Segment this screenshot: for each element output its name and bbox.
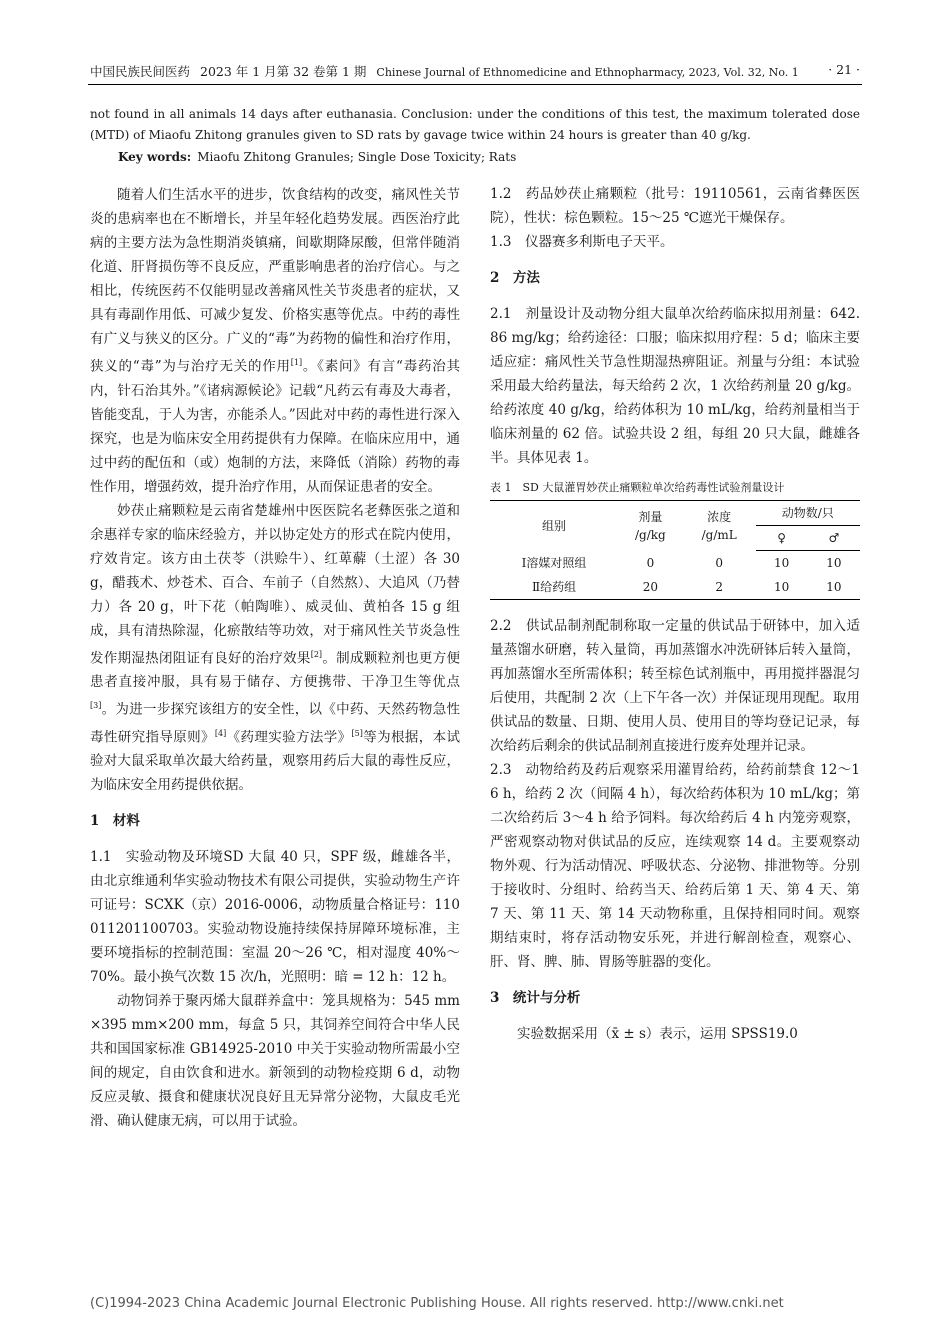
section-3-title: 3 统计与分析 (490, 990, 581, 1006)
section-1-title: 1 材料 (90, 813, 140, 829)
section-1-2: 1.2 药品妙茯止痛颗粒（批号：19110561，云南省彝医医院），性状：棕色颗粒。15～25 ℃遮光干燥保存。 (490, 186, 860, 226)
section-2-title: 2 方法 (490, 270, 540, 286)
citation-2[interactable]: [2] (310, 649, 323, 659)
keywords-text: Miaofu Zhitong Granules; Single Dose Toxicity; Rats (197, 150, 517, 164)
section-2-1-label: 2.1 剂量设计及动物分组大鼠单次给药 (490, 306, 734, 322)
col-header-male: ♂ (808, 526, 860, 551)
keywords (118, 148, 858, 166)
col-header-conc: 浓度 /g/mL (683, 501, 756, 551)
section-2-3-label: 2.3 动物给药及药后观察 (490, 762, 650, 778)
header-rule (88, 84, 862, 85)
col-header-dose: 剂量 /g/kg (618, 501, 683, 551)
intro-paragraph-1: 随着人们生活水平的进步，饮食结构的改变，痛风性关节炎的患病率也在不断增长，并呈年轻化趋势发展。西医治疗此病的主要方法为急性期消炎镇痛，间歇期降尿酸，但常伴随消化道、肝肾损伤等不良反应，严重影响患者的治疗信心。与之相比，传统医药不仅能明显改善痛风性关节炎患者的症状，又具有毒副作用低、可减少复发、价格实惠等优点。中药的毒性有广义与狭义的区分。广义的“毒”为药物的偏性和治疗作用，狭义的“毒”为与治疗无关的作用[1]。《素问》有言“毒药治其内，针石治其外。”《诸病源候论》记载“凡药云有毒及大毒者，皆能变乱，于人为害，亦能杀人。”因此对中药的毒性进行深入探究，也是为临床安全用药提供有力保障。在临床应用中，通过中药的配伍和（或）炮制的方法，来降低（消除）药物的毒性作用，增强药效，提升治疗作用，从而保证患者的安全。 (90, 187, 460, 495)
section-1-1-label: 1.1 实验动物及环境 (90, 849, 224, 865)
section-1-2-label: 1.2 药品 (490, 186, 554, 202)
section-2-2-label: 2.2 供试品制剂配制 (490, 618, 624, 634)
issue-info-cn: 2023 年 1 月第 32 卷第 1 期 (200, 64, 367, 79)
section-2-1: 2.1 剂量设计及动物分组大鼠单次给药临床拟用剂量：642.86 mg/kg；给药途径：口服；临床拟用疗程：5 d；临床主要适应症：痛风性关节急性期湿热痹阻证。剂量与分组：本试验采用最大给药量法，每天给药 2 次，1 次给药剂量 20 g/kg。给药浓度 40 g/kg，给药体积为 10 mL/kg，给药剂量相当于临床剂量的 62 倍。试验共设 2 组，每组 20 只大鼠，雌雄各半。具体见表 1。 (490, 306, 860, 466)
table-1-caption: 表 1 SD 大鼠灌胃妙茯止痛颗粒单次给药毒性试验剂量设计 (490, 481, 785, 494)
journal-name-en: Chinese Journal of Ethnomedicine and Ethnopharmacy, 2023, Vol. 32, No. 1 (376, 66, 799, 79)
citation-5[interactable]: [5] (351, 728, 363, 738)
col-header-group: 组别 (490, 501, 618, 551)
section-1-1-paragraph-2: 动物饲养于聚丙烯大鼠群养盒中：笼具规格为：545 mm×395 mm×200 mm，每盒 5 只，其饲养空间符合中华人民共和国国家标准 GB14925-2010 中关于实验动物所需最小空间的规定，自由饮食和进水。新领到的动物检疫期 6 d，动物反应灵敏、摄食和健康状况良好且无异常分泌物，大鼠皮毛光滑、确认健康无病，可以用于试验。 (90, 993, 460, 1129)
section-2-3: 2.3 动物给药及药后观察采用灌胃给药，给药前禁食 12～16 h，给药 2 次（间隔 4 h），每次给药体积为 10 mL/kg；第二次给药后 3～4 h 给予饲料。每次给药后 4 h 内笼旁观察，严密观察动物对供试品的反应，连续观察 14 d。主要观察动物外观、行为活动情况、呼吸状态、分泌物、排泄物等。分别于接收时、分组时、给药当天、给药后第 1 天、第 4 天、第 7 天、第 11 天、第 14 天动物称重，且保持相同时间。观察期结束时，将存活动物安乐死，并进行解剖检查，观察心、肝、肾、脾、肺、胃肠等脏器的变化。 (490, 762, 860, 970)
abstract-tail (90, 104, 860, 146)
keywords-label: Key words: (118, 150, 192, 164)
right-column (490, 182, 860, 1046)
section-3-text: 实验数据采用（x̄ ± s）表示，运用 SPSS19.0 (517, 1026, 798, 1042)
section-1-3: 1.3 仪器赛多利斯电子天平。 (490, 234, 674, 250)
left-column (90, 183, 460, 1133)
citation-1[interactable]: [1] (290, 358, 303, 367)
journal-name-cn: 中国民族民间医药 (90, 64, 191, 79)
intro-paragraph-2: 妙茯止痛颗粒是云南省楚雄州中医医院名老彝医张之道和余惠祥专家的临床经验方，并以协定处方的形式在院内使用，疗效肯定。该方由土茯苓（洪赊牛）、红萆薢（土涩）各 30 g，醋莪术、炒苍术、百合、车前子（自然熬）、大追风（乃替力）各 20 g，叶下花（帕陶唯）、威灵仙、黄柏各 15 g 组成，具有清热除湿，化瘀散结等功效，对于痛风性关节炎急性发作期湿热闭阻证有良好的治疗效果[2]。制成颗粒剂也更方便患者直接冲服，具有易于储存、方便携带、干净卫生等优点[3]。为进一步探究该组方的安全性，以《中药、天然药物急性毒性研究指导原则》[4]《药理实验方法学》[5]等为根据，本试验对大鼠采取单次最大给药量，观察用药后大鼠的毒性反应，为临床安全用药提供依据。 (90, 502, 461, 793)
running-header (90, 62, 860, 80)
copyright-footer: (C)1994-2023 China Academic Journal Electronic Publishing House. All rights reserved. http://www.cnki.net (90, 1296, 784, 1311)
citation-3[interactable]: [3] (90, 701, 102, 710)
section-2-2: 2.2 供试品制剂配制称取一定量的供试品于研钵中，加入适量蒸馏水研磨，转入量筒，再加蒸馏水冲洗研钵后转入量筒，再加蒸馏水至所需体积；转至棕色试剂瓶中，再用搅拌器混匀后使用，共配制 2 次（上下午各一次）并保证现用现配。取用供试品的数量、日期、使用人员、使用目的等均登记记录，每次给药后剩余的供试品制剂直接进行废弃处理并记录。 (490, 618, 860, 754)
col-header-female: ♀ (756, 526, 808, 551)
table-1 (490, 500, 860, 600)
page-number: · 21 · (828, 62, 860, 77)
section-1-1: 1.1 实验动物及环境SD 大鼠 40 只，SPF 级，雌雄各半，由北京维通利华实验动物技术有限公司提供，实验动物生产许可证号：SCXK（京）2016-0006，动物质量合格证号：110011201100703。实验动物设施持续保持屏障环境标准，主要环境指标的控制范围：室温 20～26 ℃，相对湿度 40%～70%。最小换气次数 15 次/h，光照明：暗 = 12 h：12 h。 (90, 849, 460, 985)
abstract-text: not found in all animals 14 days after euthanasia. Conclusion: under the conditions of this test, the maximum tolerated dose (MTD) of Miaofu Zhitong granules given to SD rats by gavage twice within 24 hours is greater than 40 g/kg. (90, 107, 860, 142)
col-header-animals: 动物数/只 (756, 501, 860, 526)
table-row: Ⅰ溶媒对照组 0 0 10 10 (521, 555, 842, 570)
section-1-3-label: 1.3 仪器 (490, 234, 552, 250)
table-row: Ⅱ给药组 20 2 10 10 (490, 575, 860, 600)
citation-4[interactable]: [4] (214, 728, 227, 738)
